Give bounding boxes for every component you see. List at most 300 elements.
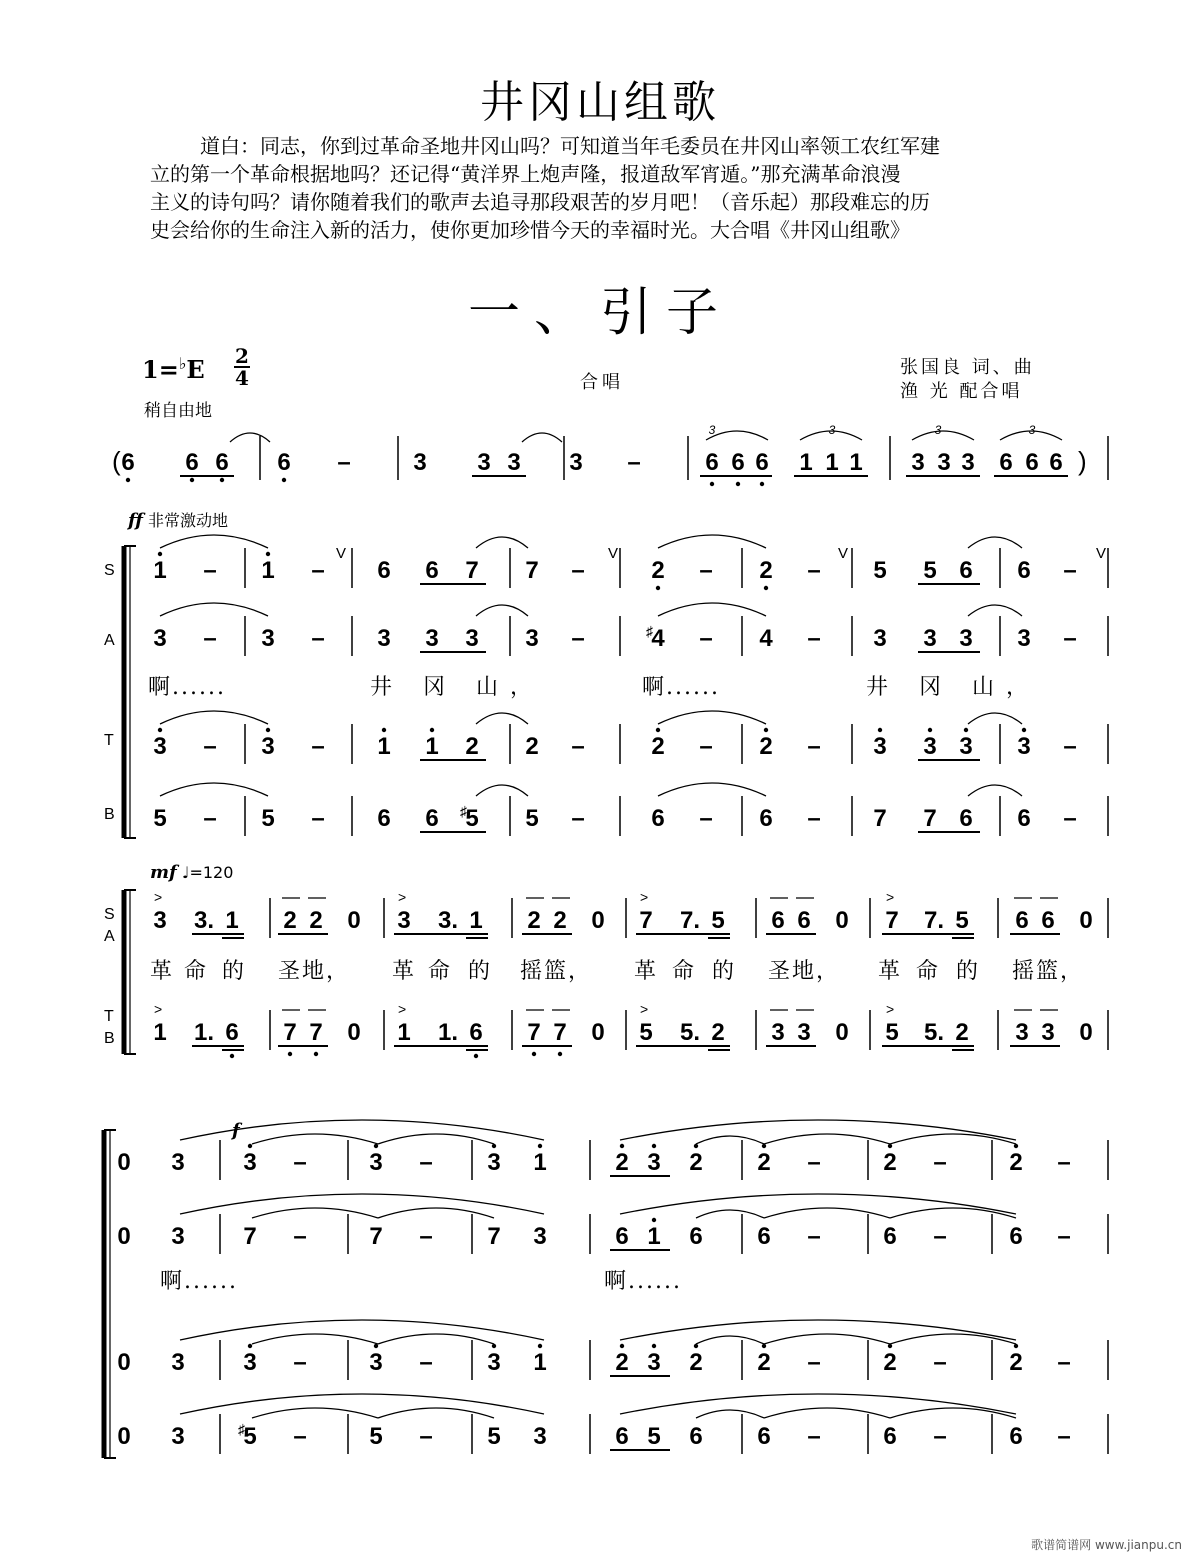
note: – [571, 733, 585, 760]
octave-dot [652, 1218, 656, 1222]
note: 7 [527, 1019, 541, 1046]
part-label-tenor: T [104, 732, 114, 749]
note: 3 [525, 625, 539, 652]
note: 7 [487, 1223, 501, 1250]
slur [890, 1334, 1016, 1344]
note: – [1057, 1223, 1071, 1250]
lyric: 的 [956, 959, 981, 984]
note: 2 [1009, 1149, 1023, 1176]
note: 5 [487, 1423, 501, 1450]
slur [160, 535, 268, 548]
octave-dot [314, 1052, 318, 1056]
note: 1 [153, 557, 167, 584]
note: – [807, 1349, 821, 1376]
note: – [627, 449, 641, 476]
octave-dot [492, 1144, 496, 1148]
note: 3 [647, 1149, 661, 1176]
note: – [933, 1349, 947, 1376]
note: 5 [465, 805, 479, 832]
slur [890, 1208, 1016, 1218]
note: 0 [117, 1149, 131, 1176]
intro-line: 主义的诗句吗？请你随着我们的歌声去追寻那段艰苦的岁月吧！（音乐起）那段难忘的历 [150, 190, 930, 214]
note: 3 [959, 625, 973, 652]
octave-dot [878, 728, 882, 732]
lyric: 的 [222, 959, 247, 984]
octave-dot [694, 1144, 698, 1148]
slur [696, 1210, 764, 1218]
lyric: 井 冈 山， [866, 675, 1040, 700]
credit-lyricist-composer: 张国良 词、曲 [900, 357, 1035, 378]
octave-dot [230, 1054, 234, 1058]
slur [378, 1208, 494, 1218]
note: 5 [873, 557, 887, 584]
lyric: 革 [878, 959, 903, 984]
note: 5 [369, 1423, 383, 1450]
note: 6 [1009, 1223, 1023, 1250]
note: 3 [369, 1149, 383, 1176]
note: 6 [757, 1223, 771, 1250]
note: 3 [477, 449, 491, 476]
note: 3 [425, 625, 439, 652]
note: 6 [759, 805, 773, 832]
note: 3 [873, 625, 887, 652]
note: 7 [525, 557, 539, 584]
note: – [337, 449, 351, 476]
note: – [699, 733, 713, 760]
note: 7 [283, 1019, 297, 1046]
note: 3 [771, 1019, 785, 1046]
note: 2 [711, 1019, 725, 1046]
part-label-bass: B [104, 806, 115, 823]
note: 6 [731, 449, 745, 476]
note: 3 [243, 1149, 257, 1176]
slur [658, 783, 766, 796]
note: 2 [615, 1349, 629, 1376]
part-label-soprano: S [104, 906, 115, 923]
note: 0 [117, 1423, 131, 1450]
note: 2 [759, 733, 773, 760]
note: – [807, 1149, 821, 1176]
note: 6 [757, 1423, 771, 1450]
note: 6 [377, 557, 391, 584]
lyric: 革 [150, 959, 175, 984]
slur [764, 1334, 890, 1344]
note: – [1057, 1349, 1071, 1376]
slur [890, 1408, 1016, 1418]
note: 2 [759, 557, 773, 584]
note: 3 [243, 1349, 257, 1376]
dynamic-marking: f [232, 1120, 240, 1141]
note: 6 [469, 1019, 483, 1046]
note: 0 [1079, 1019, 1093, 1046]
octave-dot [538, 1344, 542, 1348]
note: 3 [923, 733, 937, 760]
song-title: 井冈山组歌 [480, 77, 720, 128]
note: 6 [615, 1223, 629, 1250]
octave-dot [430, 728, 434, 732]
part-label-tenor: T [104, 1008, 114, 1025]
note: 7 [885, 907, 899, 934]
note: – [1063, 557, 1077, 584]
slur [968, 713, 1022, 724]
note: 5 [261, 805, 275, 832]
dynamic-marking: mf ♩=120 [150, 862, 234, 883]
dynamic-marking: ff 非常激动地 [128, 510, 228, 531]
octave-dot [652, 1144, 656, 1148]
note: 5 [525, 805, 539, 832]
intro-line: 史会给你的生命注入新的活力，使你更加珍惜今天的幸福时光。大合唱《井冈山组歌》 [150, 218, 910, 242]
part-label-bass: B [104, 1030, 115, 1047]
octave-dot [620, 1344, 624, 1348]
octave-dot [492, 1344, 496, 1348]
note: 1 [469, 907, 483, 934]
note: 5 [647, 1423, 661, 1450]
note: 4 [759, 625, 773, 652]
note: 6 [689, 1423, 703, 1450]
note: – [1057, 1423, 1071, 1450]
sharp-sign: ♯ [460, 803, 467, 819]
octave-dot [474, 1054, 478, 1058]
octave-dot [1014, 1144, 1018, 1148]
note: 2 [651, 733, 665, 760]
breath-mark: V [608, 545, 619, 562]
note: 6 [425, 557, 439, 584]
breath-mark: V [1096, 545, 1107, 562]
note: – [203, 625, 217, 652]
lyric: 圣地， [768, 959, 841, 984]
slur [180, 1194, 544, 1214]
note: 6 [1009, 1423, 1023, 1450]
note: – [1063, 733, 1077, 760]
note: 2 [651, 557, 665, 584]
slur [522, 433, 562, 442]
note: 0 [347, 907, 361, 934]
note: 5 [885, 1019, 899, 1046]
lyric: 啊...... [148, 675, 226, 700]
note: – [203, 805, 217, 832]
time-signature: 2 4 [235, 344, 249, 390]
note: 7 [243, 1223, 257, 1250]
note: 0 [117, 1223, 131, 1250]
note: 0 [1079, 907, 1093, 934]
accent-mark: > [640, 889, 649, 905]
note: 3 [171, 1349, 185, 1376]
note: 7 [309, 1019, 323, 1046]
slur [378, 1134, 494, 1144]
octave-dot [928, 728, 932, 732]
part-label-alto: A [104, 928, 115, 945]
note: 1 [225, 907, 239, 934]
slur [620, 1320, 1016, 1340]
note: 5 [243, 1423, 257, 1450]
octave-dot [266, 728, 270, 732]
octave-dot [888, 1344, 892, 1348]
note: 3 [153, 733, 167, 760]
slur [764, 1208, 890, 1218]
slur [620, 1194, 1016, 1214]
slur [764, 1408, 890, 1418]
close-parenthesis: ) [1078, 446, 1087, 476]
slur [252, 1208, 378, 1218]
note: 2 [527, 907, 541, 934]
credit-arranger: 渔 光 配合唱 [900, 381, 1023, 402]
slur [180, 1120, 544, 1140]
note: 3 [911, 449, 925, 476]
note: – [699, 557, 713, 584]
note: 0 [835, 907, 849, 934]
slur [230, 433, 270, 442]
note: 2 [615, 1149, 629, 1176]
note: 3 [153, 907, 167, 934]
note: 6 [959, 557, 973, 584]
note: 1 [377, 733, 391, 760]
note: – [419, 1223, 433, 1250]
accent-mark: > [886, 1001, 895, 1017]
note: 3 [1041, 1019, 1055, 1046]
lyric: 革 [392, 959, 417, 984]
slur [378, 1408, 494, 1418]
note: 3 [413, 449, 427, 476]
slur [658, 603, 766, 616]
note: – [1063, 805, 1077, 832]
note: 2 [883, 1349, 897, 1376]
slur [620, 1120, 1016, 1140]
note: 3 [171, 1423, 185, 1450]
note: 0 [591, 1019, 605, 1046]
slur [968, 785, 1022, 796]
note: 1 [799, 449, 813, 476]
octave-dot [736, 482, 740, 486]
note: – [807, 1223, 821, 1250]
slur [658, 535, 766, 548]
note: 1 [647, 1223, 661, 1250]
note: 3 [261, 733, 275, 760]
octave-dot [126, 478, 130, 482]
octave-dot [220, 478, 224, 482]
octave-dot [190, 478, 194, 482]
note: 6 [651, 805, 665, 832]
note: – [699, 625, 713, 652]
note: – [571, 625, 585, 652]
triplet-mark: 3 [934, 423, 942, 437]
note: 3 [959, 733, 973, 760]
lyric: 革 [634, 959, 659, 984]
octave-dot [620, 1144, 624, 1148]
note: 3 [569, 449, 583, 476]
octave-dot [764, 586, 768, 590]
note: 3 [797, 1019, 811, 1046]
slur [252, 1334, 378, 1344]
note: 3 [1017, 733, 1031, 760]
slur [968, 537, 1022, 548]
octave-dot [158, 728, 162, 732]
lyric: 命 [428, 959, 453, 984]
octave-dot [762, 1144, 766, 1148]
note: – [807, 805, 821, 832]
slur [696, 1410, 764, 1418]
note: 5 [923, 557, 937, 584]
slur [912, 431, 974, 440]
note: 2 [525, 733, 539, 760]
accent-mark: > [154, 1001, 163, 1017]
note: – [293, 1223, 307, 1250]
note: 0 [117, 1349, 131, 1376]
note: – [807, 733, 821, 760]
accent-mark: > [886, 889, 895, 905]
note: 3 [923, 625, 937, 652]
note: 6 [1017, 805, 1031, 832]
note: – [807, 557, 821, 584]
slur [160, 603, 268, 616]
note: 6 [377, 805, 391, 832]
note: 1. [193, 1019, 215, 1046]
open-parenthesis: ( [112, 446, 121, 476]
slur [180, 1320, 544, 1340]
note: 3 [487, 1149, 501, 1176]
lyric: 啊...... [642, 675, 720, 700]
intro-line: 道白：同志，你到过革命圣地井冈山吗？可知道当年毛委员在井冈山率领工农红军建 [200, 134, 940, 158]
note: 3 [507, 449, 521, 476]
octave-dot [382, 728, 386, 732]
note: – [1063, 625, 1077, 652]
slur [476, 785, 528, 796]
note: 7. [923, 907, 945, 934]
note: – [293, 1149, 307, 1176]
note: 3 [171, 1149, 185, 1176]
note: 6 [185, 449, 199, 476]
note: 6 [425, 805, 439, 832]
accent-mark: > [398, 1001, 407, 1017]
note: – [699, 805, 713, 832]
note: 3. [193, 907, 215, 934]
lyric: 圣地， [278, 959, 351, 984]
note: 1 [825, 449, 839, 476]
note: 3 [1017, 625, 1031, 652]
watermark: 歌谱简谱网 www.jianpu.cn [1031, 1538, 1182, 1552]
note: 2 [553, 907, 567, 934]
note: 6 [883, 1423, 897, 1450]
note: – [419, 1349, 433, 1376]
tempo-text: 稍自由地 [144, 401, 212, 421]
note: 1 [425, 733, 439, 760]
note: 3 [647, 1349, 661, 1376]
note: 2 [465, 733, 479, 760]
slur [160, 711, 268, 724]
note: 1 [849, 449, 863, 476]
lyric: 命 [184, 959, 209, 984]
note: 0 [591, 907, 605, 934]
note: – [419, 1423, 433, 1450]
slur [620, 1394, 1016, 1414]
octave-dot [888, 1144, 892, 1148]
note: 6 [999, 449, 1013, 476]
note: 3 [171, 1223, 185, 1250]
octave-dot [710, 482, 714, 486]
slur [696, 1136, 764, 1144]
note: 3 [533, 1223, 547, 1250]
note: 2 [283, 907, 297, 934]
octave-dot [764, 728, 768, 732]
note: – [933, 1423, 947, 1450]
breath-mark: V [336, 545, 347, 562]
octave-dot [760, 482, 764, 486]
note: 1 [397, 1019, 411, 1046]
note: 2 [1009, 1349, 1023, 1376]
slur [252, 1408, 378, 1418]
note: 3 [153, 625, 167, 652]
note: 7. [679, 907, 701, 934]
note: 6 [883, 1223, 897, 1250]
lyric: 的 [468, 959, 493, 984]
sharp-sign: ♯ [238, 1421, 245, 1437]
octave-dot [656, 728, 660, 732]
note: 2 [757, 1149, 771, 1176]
note: 3. [437, 907, 459, 934]
sharp-sign: ♯ [646, 623, 653, 639]
note: 6 [771, 907, 785, 934]
lyric: 啊...... [160, 1269, 238, 1294]
lyric: 命 [916, 959, 941, 984]
slur [476, 537, 528, 548]
note: 7 [923, 805, 937, 832]
note: 3 [1015, 1019, 1029, 1046]
lyric: 摇篮， [520, 959, 593, 984]
note: 3 [261, 625, 275, 652]
part-label-soprano: S [104, 562, 115, 579]
octave-dot [694, 1344, 698, 1348]
octave-dot [248, 1344, 252, 1348]
intro-line: 立的第一个革命根据地吗？还记得“黄洋界上炮声隆，报道敌军宵遁。”那充满革命浪漫 [150, 162, 901, 186]
slur [890, 1134, 1016, 1144]
octave-dot [288, 1052, 292, 1056]
note: – [571, 557, 585, 584]
note: – [933, 1149, 947, 1176]
note: 7 [465, 557, 479, 584]
note: – [311, 625, 325, 652]
slur [696, 1336, 764, 1344]
note: 5. [923, 1019, 945, 1046]
octave-dot [1022, 728, 1026, 732]
note: 3 [487, 1349, 501, 1376]
octave-dot [374, 1344, 378, 1348]
breath-mark: V [838, 545, 849, 562]
note: 3 [377, 625, 391, 652]
slur [180, 1394, 544, 1414]
note: 3 [937, 449, 951, 476]
note: 2 [955, 1019, 969, 1046]
lyric: 命 [672, 959, 697, 984]
note: 2 [883, 1149, 897, 1176]
note: 7 [553, 1019, 567, 1046]
triplet-mark: 3 [708, 423, 716, 437]
note: 6 [277, 449, 291, 476]
lyric: 啊...... [604, 1269, 682, 1294]
note: 6 [689, 1223, 703, 1250]
accent-mark: > [154, 889, 163, 905]
note: 7 [369, 1223, 383, 1250]
octave-dot [282, 478, 286, 482]
note: 5 [153, 805, 167, 832]
note: 0 [347, 1019, 361, 1046]
note: 6 [705, 449, 719, 476]
note: – [419, 1149, 433, 1176]
note: 6 [1015, 907, 1029, 934]
note: 1 [533, 1149, 547, 1176]
note: 2 [689, 1349, 703, 1376]
slur [476, 605, 528, 616]
note: 5 [639, 1019, 653, 1046]
note: 3 [961, 449, 975, 476]
